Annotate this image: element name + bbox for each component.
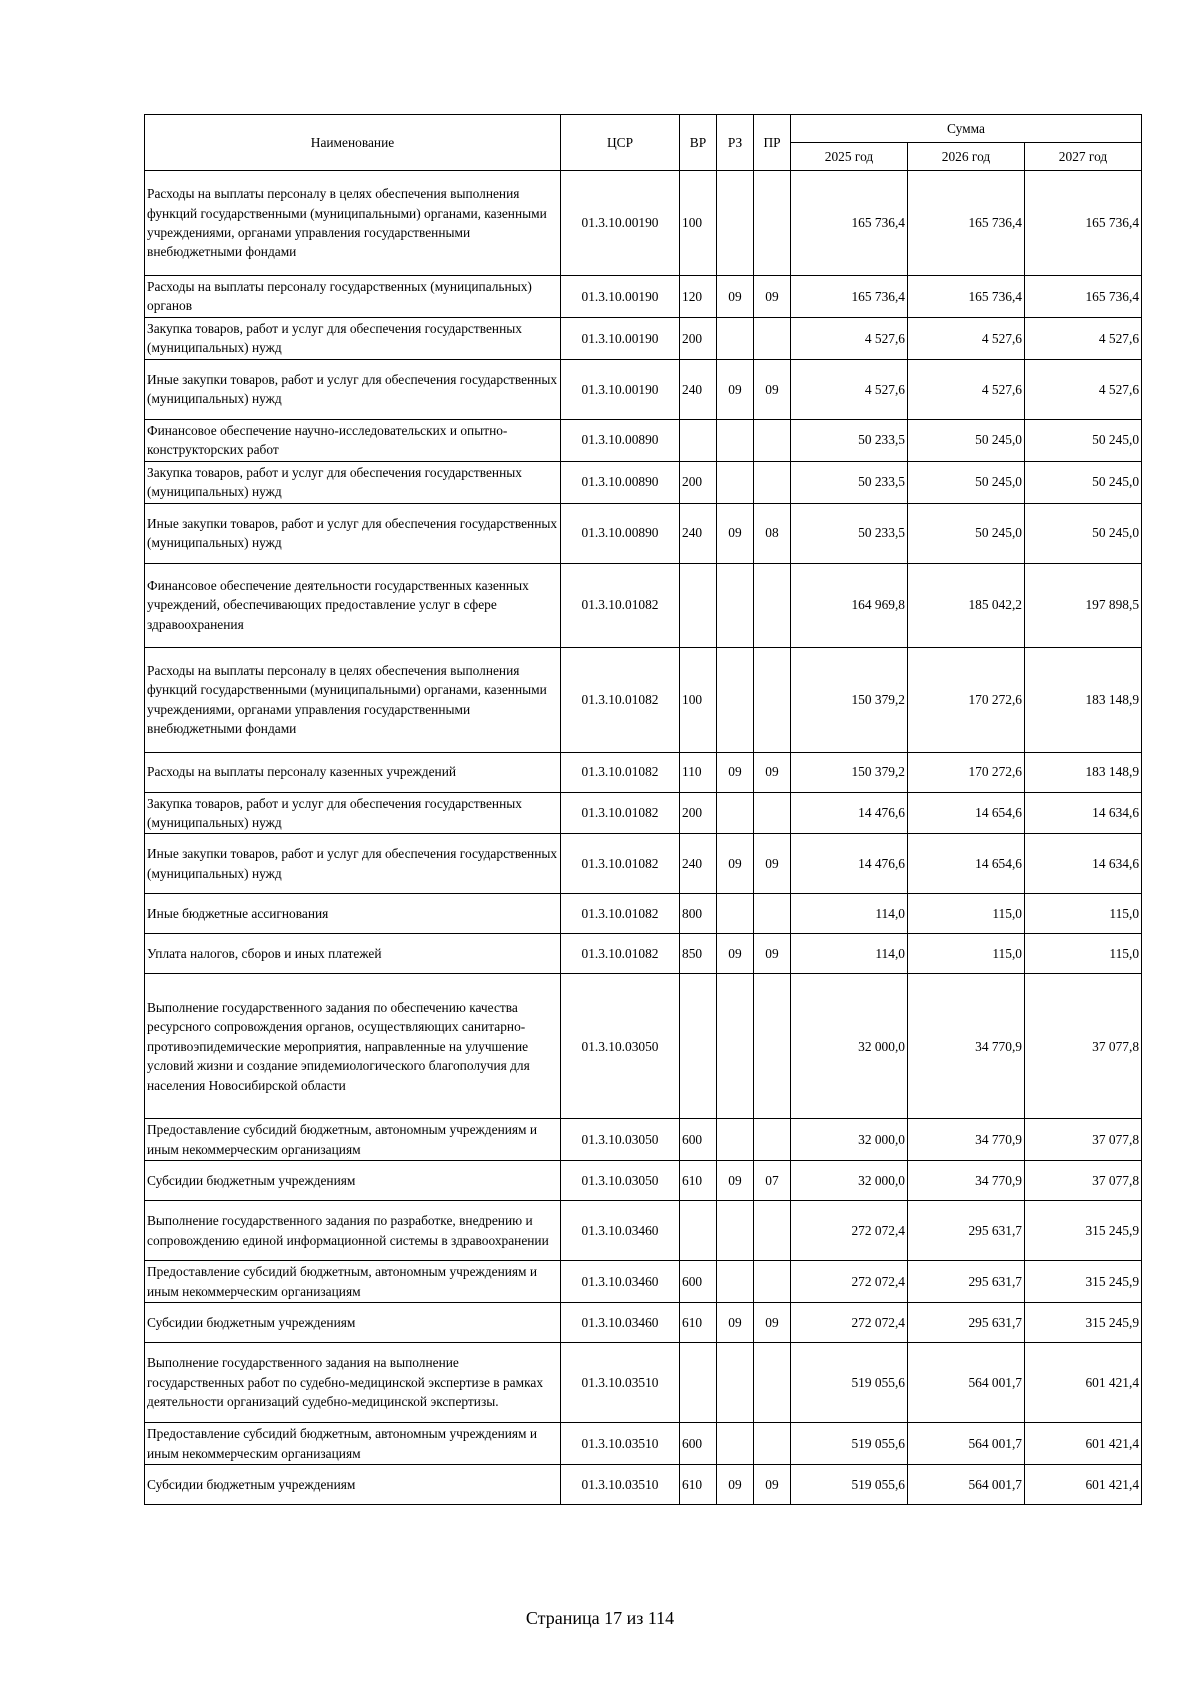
cell-csr: 01.3.10.00190 (561, 359, 680, 419)
cell-2026: 170 272,6 (908, 647, 1025, 752)
table-row (145, 1423, 1142, 1465)
cell-2026: 4 527,6 (908, 317, 1025, 359)
table-row (145, 276, 1142, 318)
cell-2025: 50 233,5 (791, 419, 908, 461)
cell-vr: 100 (680, 647, 717, 752)
cell-2025: 519 055,6 (791, 1465, 908, 1505)
cell-vr: 850 (680, 934, 717, 974)
cell-vr: 600 (680, 1261, 717, 1303)
cell-rz: 09 (717, 1161, 754, 1201)
cell-2027: 50 245,0 (1025, 503, 1142, 563)
cell-csr: 01.3.10.01082 (561, 894, 680, 934)
table-row (145, 171, 1142, 276)
cell-csr: 01.3.10.03460 (561, 1261, 680, 1303)
header-year-2026: 2026 год (908, 143, 1025, 171)
cell-rz (717, 563, 754, 647)
header-vr: ВР (680, 115, 717, 171)
cell-pr (754, 974, 791, 1119)
cell-name: Расходы на выплаты персоналу государственных (муниципальных) органов (145, 276, 561, 318)
cell-vr: 610 (680, 1161, 717, 1201)
cell-rz (717, 461, 754, 503)
cell-2025: 165 736,4 (791, 171, 908, 276)
cell-rz (717, 647, 754, 752)
cell-vr: 610 (680, 1303, 717, 1343)
cell-2027: 14 634,6 (1025, 792, 1142, 834)
table-row (145, 894, 1142, 934)
cell-2027: 601 421,4 (1025, 1465, 1142, 1505)
table-row (145, 934, 1142, 974)
cell-pr: 09 (754, 752, 791, 792)
table-header (145, 115, 1142, 171)
cell-name: Расходы на выплаты персоналу в целях обеспечения выполнения функций государственными (муниципальными) органами, казенными учреждениями, органами управления государственными внебюджетными фондами (145, 171, 561, 276)
cell-2027: 37 077,8 (1025, 1119, 1142, 1161)
cell-name: Выполнение государственного задания на выполнение государственных работ по судебно-медицинской экспертизе в рамках деятельности организаций судебно-медицинской экспертизы. (145, 1343, 561, 1423)
cell-rz (717, 792, 754, 834)
table-row (145, 1201, 1142, 1261)
cell-2027: 315 245,9 (1025, 1261, 1142, 1303)
cell-vr: 200 (680, 317, 717, 359)
cell-name: Закупка товаров, работ и услуг для обеспечения государственных (муниципальных) нужд (145, 461, 561, 503)
cell-name: Расходы на выплаты персоналу в целях обеспечения выполнения функций государственными (муниципальными) органами, казенными учреждениями, органами управления государственными внебюджетными фондами (145, 647, 561, 752)
cell-rz: 09 (717, 934, 754, 974)
cell-name: Расходы на выплаты персоналу казенных учреждений (145, 752, 561, 792)
cell-2026: 170 272,6 (908, 752, 1025, 792)
cell-2027: 601 421,4 (1025, 1423, 1142, 1465)
cell-2025: 32 000,0 (791, 1119, 908, 1161)
cell-csr: 01.3.10.01082 (561, 834, 680, 894)
cell-pr (754, 461, 791, 503)
cell-csr: 01.3.10.01082 (561, 563, 680, 647)
cell-2025: 14 476,6 (791, 834, 908, 894)
page-number: Страница 17 из 114 (525, 1608, 675, 1628)
cell-rz: 09 (717, 276, 754, 318)
cell-2026: 115,0 (908, 894, 1025, 934)
cell-2027: 315 245,9 (1025, 1201, 1142, 1261)
cell-2026: 34 770,9 (908, 1161, 1025, 1201)
cell-2026: 50 245,0 (908, 503, 1025, 563)
cell-name: Субсидии бюджетным учреждениям (145, 1465, 561, 1505)
cell-2026: 295 631,7 (908, 1261, 1025, 1303)
header-sum: Сумма (791, 115, 1142, 143)
cell-csr: 01.3.10.00190 (561, 317, 680, 359)
header-year-2027: 2027 год (1025, 143, 1142, 171)
cell-csr: 01.3.10.01082 (561, 934, 680, 974)
table-row (145, 503, 1142, 563)
header-name: Наименование (145, 115, 561, 171)
cell-vr: 200 (680, 461, 717, 503)
cell-csr: 01.3.10.03460 (561, 1201, 680, 1261)
header-rz: РЗ (717, 115, 754, 171)
cell-2025: 14 476,6 (791, 792, 908, 834)
cell-2026: 295 631,7 (908, 1201, 1025, 1261)
cell-name: Иные закупки товаров, работ и услуг для обеспечения государственных (муниципальных) нужд (145, 834, 561, 894)
cell-2025: 4 527,6 (791, 359, 908, 419)
cell-2026: 115,0 (908, 934, 1025, 974)
cell-pr (754, 171, 791, 276)
cell-2026: 564 001,7 (908, 1465, 1025, 1505)
cell-2025: 150 379,2 (791, 647, 908, 752)
cell-2026: 165 736,4 (908, 276, 1025, 318)
cell-rz: 09 (717, 752, 754, 792)
cell-2025: 519 055,6 (791, 1343, 908, 1423)
cell-vr: 200 (680, 792, 717, 834)
table-row (145, 1161, 1142, 1201)
header-pr: ПР (754, 115, 791, 171)
cell-2027: 115,0 (1025, 894, 1142, 934)
cell-2025: 32 000,0 (791, 1161, 908, 1201)
cell-rz: 09 (717, 503, 754, 563)
cell-2027: 315 245,9 (1025, 1303, 1142, 1343)
cell-vr: 100 (680, 171, 717, 276)
cell-2025: 165 736,4 (791, 276, 908, 318)
cell-pr: 09 (754, 934, 791, 974)
table-row (145, 359, 1142, 419)
cell-pr: 09 (754, 276, 791, 318)
table-row (145, 1303, 1142, 1343)
cell-2027: 183 148,9 (1025, 647, 1142, 752)
cell-rz (717, 317, 754, 359)
cell-csr: 01.3.10.00890 (561, 461, 680, 503)
cell-2026: 50 245,0 (908, 419, 1025, 461)
cell-2027: 4 527,6 (1025, 359, 1142, 419)
cell-vr: 800 (680, 894, 717, 934)
cell-csr: 01.3.10.00890 (561, 419, 680, 461)
cell-rz (717, 419, 754, 461)
cell-2027: 197 898,5 (1025, 563, 1142, 647)
cell-2026: 165 736,4 (908, 171, 1025, 276)
cell-pr: 07 (754, 1161, 791, 1201)
cell-csr: 01.3.10.03510 (561, 1343, 680, 1423)
cell-name: Закупка товаров, работ и услуг для обеспечения государственных (муниципальных) нужд (145, 792, 561, 834)
cell-pr (754, 1119, 791, 1161)
cell-2026: 295 631,7 (908, 1303, 1025, 1343)
cell-2025: 32 000,0 (791, 974, 908, 1119)
cell-2025: 50 233,5 (791, 503, 908, 563)
cell-rz (717, 894, 754, 934)
cell-rz (717, 171, 754, 276)
cell-pr: 09 (754, 1465, 791, 1505)
cell-2026: 564 001,7 (908, 1343, 1025, 1423)
cell-csr: 01.3.10.03460 (561, 1303, 680, 1343)
header-csr: ЦСР (561, 115, 680, 171)
cell-2025: 114,0 (791, 894, 908, 934)
table-row (145, 1261, 1142, 1303)
cell-rz: 09 (717, 359, 754, 419)
cell-vr: 120 (680, 276, 717, 318)
cell-csr: 01.3.10.01082 (561, 752, 680, 792)
cell-2027: 50 245,0 (1025, 461, 1142, 503)
cell-name: Предоставление субсидий бюджетным, автономным учреждениям и иным некоммерческим организациям (145, 1261, 561, 1303)
cell-csr: 01.3.10.03050 (561, 1119, 680, 1161)
cell-vr: 240 (680, 834, 717, 894)
cell-vr: 600 (680, 1423, 717, 1465)
cell-2026: 185 042,2 (908, 563, 1025, 647)
cell-2027: 37 077,8 (1025, 974, 1142, 1119)
cell-vr (680, 563, 717, 647)
table-row (145, 1465, 1142, 1505)
cell-vr (680, 1201, 717, 1261)
cell-name: Выполнение государственного задания по обеспечению качества ресурсного сопровождения органов, осуществляющих санитарно-противоэпидемические мероприятия, направленные на улучшение условий жизни и создание эпидемиологического благополучия для населения Новосибирской области (145, 974, 561, 1119)
cell-pr: 09 (754, 359, 791, 419)
cell-2025: 50 233,5 (791, 461, 908, 503)
table-row (145, 792, 1142, 834)
cell-name: Предоставление субсидий бюджетным, автономным учреждениям и иным некоммерческим организациям (145, 1119, 561, 1161)
cell-2025: 272 072,4 (791, 1261, 908, 1303)
cell-name: Закупка товаров, работ и услуг для обеспечения государственных (муниципальных) нужд (145, 317, 561, 359)
cell-rz (717, 1261, 754, 1303)
cell-2025: 164 969,8 (791, 563, 908, 647)
cell-pr: 08 (754, 503, 791, 563)
cell-csr: 01.3.10.01082 (561, 647, 680, 752)
cell-pr (754, 419, 791, 461)
cell-vr (680, 974, 717, 1119)
cell-2025: 4 527,6 (791, 317, 908, 359)
table-row (145, 461, 1142, 503)
cell-2025: 114,0 (791, 934, 908, 974)
cell-name: Финансовое обеспечение деятельности государственных казенных учреждений, обеспечивающих предоставление услуг в сфере здравоохранения (145, 563, 561, 647)
cell-rz: 09 (717, 1303, 754, 1343)
table-row (145, 647, 1142, 752)
cell-2026: 564 001,7 (908, 1423, 1025, 1465)
table-row (145, 1119, 1142, 1161)
cell-vr: 610 (680, 1465, 717, 1505)
cell-2025: 272 072,4 (791, 1303, 908, 1343)
cell-csr: 01.3.10.00190 (561, 276, 680, 318)
cell-2027: 601 421,4 (1025, 1343, 1142, 1423)
cell-2026: 34 770,9 (908, 974, 1025, 1119)
cell-pr (754, 317, 791, 359)
cell-name: Субсидии бюджетным учреждениям (145, 1303, 561, 1343)
cell-2027: 183 148,9 (1025, 752, 1142, 792)
cell-name: Иные закупки товаров, работ и услуг для обеспечения государственных (муниципальных) нужд (145, 359, 561, 419)
cell-2027: 4 527,6 (1025, 317, 1142, 359)
cell-rz: 09 (717, 1465, 754, 1505)
cell-rz (717, 1343, 754, 1423)
table-row (145, 974, 1142, 1119)
cell-2026: 14 654,6 (908, 834, 1025, 894)
cell-2026: 50 245,0 (908, 461, 1025, 503)
table-row (145, 563, 1142, 647)
cell-2025: 272 072,4 (791, 1201, 908, 1261)
header-year-2025: 2025 год (791, 143, 908, 171)
cell-rz (717, 1423, 754, 1465)
cell-2025: 519 055,6 (791, 1423, 908, 1465)
cell-2027: 50 245,0 (1025, 419, 1142, 461)
cell-vr: 600 (680, 1119, 717, 1161)
cell-vr: 240 (680, 359, 717, 419)
cell-vr (680, 419, 717, 461)
cell-2026: 14 654,6 (908, 792, 1025, 834)
cell-name: Финансовое обеспечение научно-исследовательских и опытно-конструкторских работ (145, 419, 561, 461)
cell-csr: 01.3.10.00890 (561, 503, 680, 563)
budget-table (144, 114, 1142, 1505)
cell-2027: 115,0 (1025, 934, 1142, 974)
table-row (145, 752, 1142, 792)
table-row (145, 419, 1142, 461)
cell-vr (680, 1343, 717, 1423)
table-row (145, 1343, 1142, 1423)
cell-pr (754, 647, 791, 752)
table-row (145, 317, 1142, 359)
cell-rz: 09 (717, 834, 754, 894)
cell-csr: 01.3.10.03510 (561, 1423, 680, 1465)
cell-2026: 34 770,9 (908, 1119, 1025, 1161)
cell-vr: 110 (680, 752, 717, 792)
cell-pr (754, 1201, 791, 1261)
cell-pr (754, 1261, 791, 1303)
cell-csr: 01.3.10.00190 (561, 171, 680, 276)
cell-pr (754, 563, 791, 647)
cell-pr (754, 792, 791, 834)
cell-pr: 09 (754, 1303, 791, 1343)
cell-name: Предоставление субсидий бюджетным, автономным учреждениям и иным некоммерческим организациям (145, 1423, 561, 1465)
cell-2027: 165 736,4 (1025, 171, 1142, 276)
cell-name: Субсидии бюджетным учреждениям (145, 1161, 561, 1201)
cell-rz (717, 1201, 754, 1261)
cell-name: Иные закупки товаров, работ и услуг для обеспечения государственных (муниципальных) нужд (145, 503, 561, 563)
cell-name: Выполнение государственного задания по разработке, внедрению и сопровождению единой информационной системы в здравоохранении (145, 1201, 561, 1261)
cell-rz (717, 974, 754, 1119)
cell-2027: 165 736,4 (1025, 276, 1142, 318)
table-row (145, 834, 1142, 894)
cell-pr (754, 1343, 791, 1423)
cell-2027: 37 077,8 (1025, 1161, 1142, 1201)
cell-vr: 240 (680, 503, 717, 563)
cell-pr (754, 1423, 791, 1465)
cell-name: Иные бюджетные ассигнования (145, 894, 561, 934)
table-body (145, 171, 1142, 1505)
cell-csr: 01.3.10.03050 (561, 974, 680, 1119)
cell-csr: 01.3.10.01082 (561, 792, 680, 834)
cell-2026: 4 527,6 (908, 359, 1025, 419)
cell-2025: 150 379,2 (791, 752, 908, 792)
cell-pr (754, 894, 791, 934)
cell-csr: 01.3.10.03050 (561, 1161, 680, 1201)
cell-pr: 09 (754, 834, 791, 894)
cell-name: Уплата налогов, сборов и иных платежей (145, 934, 561, 974)
cell-csr: 01.3.10.03510 (561, 1465, 680, 1505)
cell-rz (717, 1119, 754, 1161)
cell-2027: 14 634,6 (1025, 834, 1142, 894)
